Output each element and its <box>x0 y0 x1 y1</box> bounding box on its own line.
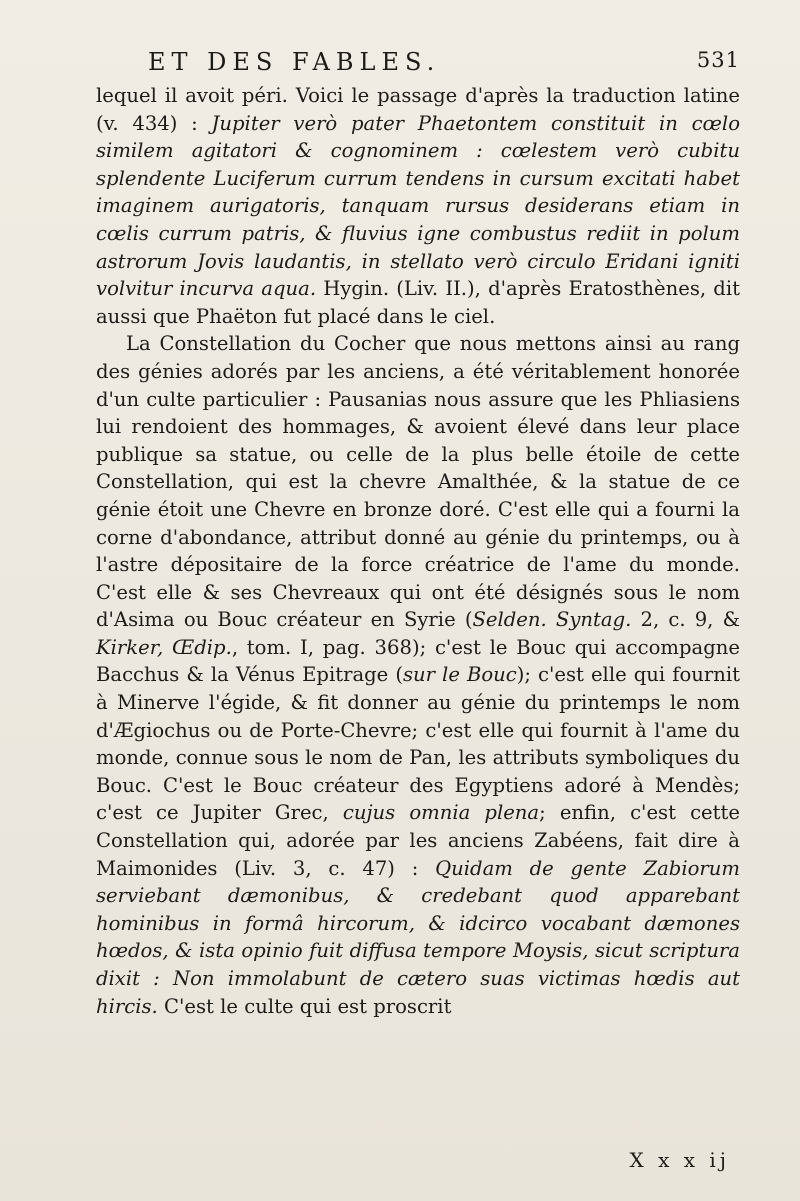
paragraph <box>96 330 740 1020</box>
text-run: ; enfin, c'est cette Constellation qui, adorée par les anciens Zabéens, fait dire à Maimonides (Liv. 3, c. 47) : <box>96 801 740 880</box>
italic-text: Quidam de gente Zabiorum serviebant dæmonibus, & credebant quod apparebant hominibus in formâ hircorum, & idcirco vocabant dæmones hœdos, & ista opinio fuit diffusa tempore Moysis, sicut scriptura dixit : Non immolabunt de cætero suas victimas hœdis aut hircis. <box>96 856 740 1018</box>
italic-text: Jupiter verò pater Phaetontem constituit in cœlo similem agitatori & cognominem : cœlestem verò cubitu splendente Luciferum currum tendens in cursum excitati habet imaginem aurigatoris, tanquam rursus desiderans etiam in cœlis currum patris, & fluvius igne combustus rediit in polum astrorum Jovis laudantis, in stellato verò circulo Eridani igniti volvitur incurva aqua. <box>96 111 740 301</box>
text-run: lequel il avoit péri. Voici le passage d'après la traduction latine (v. 434) : <box>96 84 740 135</box>
paragraph <box>96 82 740 330</box>
italic-text: cujus omnia plena <box>342 801 540 825</box>
italic-text: Kirker, Œdip. <box>96 635 232 659</box>
page-number: 531 <box>696 48 740 72</box>
text-run: Hygin. (Liv. II.), d'après Eratosthènes, dit aussi que Phaëton fut placé dans le ciel. <box>96 277 740 328</box>
running-head: ET DES FABLES. <box>148 48 441 76</box>
text-run: C'est le culte qui est proscrit <box>157 994 452 1018</box>
italic-text: sur le Bouc <box>402 663 517 687</box>
page-body <box>96 82 740 1020</box>
text-run: , tom. I, pag. 368); c'est le Bouc qui accompagne Bacchus & la Vénus Epitrage ( <box>96 635 740 687</box>
text-run: 2, c. 9, & <box>631 608 741 632</box>
text-run: ); c'est elle qui fournit à Minerve l'égide, & fit donner au génie du printemps le nom d'Ægiochus ou de Porte-Chevre; c'est elle qui fournit à l'ame du monde, connue sous le nom de Pan, les attributs symboliques du Bouc. C'est le Bouc créateur des Egyptiens adoré à Mendès; c'est ce Jupiter Grec, <box>96 663 740 825</box>
italic-text: Selden. Syntag. <box>472 608 632 632</box>
page-header <box>112 48 740 78</box>
signature-mark: X x x ij <box>629 1148 730 1172</box>
text-run: La Constellation du Cocher que nous mettons ainsi au rang des génies adorés par les anciens, a été véritablement honorée d'un culte particulier : Pausanias nous assure que les Phliasiens lui rendoient des hommages, & avoient élevé dans leur place publique sa statue, ou celle de la plus belle étoile de cette Constellation, qui est la chevre Amalthée, & la statue de ce génie étoit une Chevre en bronze doré. C'est elle qui a fourni la corne d'abondance, attribut donné au génie du printemps, ou à l'astre dépositaire de la force créatrice de l'ame du monde. C'est elle & ses Chevreaux qui ont été désignés sous le nom d'Asima ou Bouc créateur en Syrie ( <box>96 332 740 632</box>
